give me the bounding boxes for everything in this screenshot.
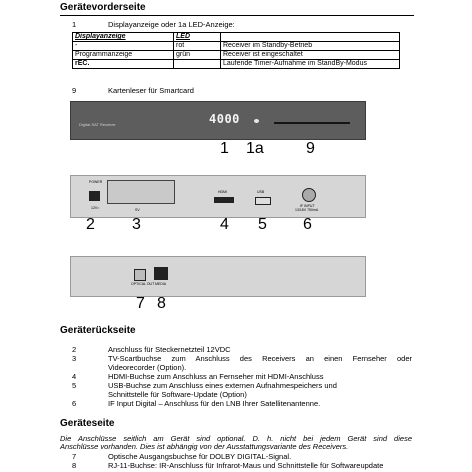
if-input-spec-label: 13/18V 750mA <box>295 208 319 212</box>
rear-item-5-num: 5 <box>72 381 77 390</box>
rear-item-3-text-cont: Videorecorder (Option). <box>108 363 187 372</box>
side-note-line-2: Anschlüsse vorhanden. Dies ist abhängig von der Ausstattungsvariante des Receivers. <box>60 442 349 451</box>
rear-item-6-text: IF Input Digital – Anschluss für den LNB Ihrer Satellitenantenne. <box>108 399 321 408</box>
rear-item-3-text: TV-Scartbuchse zum Anschluss des Receivers an einen Fernseher oder <box>108 354 412 363</box>
power-voltage-label: 12V= <box>91 206 100 210</box>
rear-item-4-text: HDMI-Buchse zum Anschluss an Fernseher mit HDMI-Anschluss <box>108 372 324 381</box>
power-label: POWER <box>89 180 103 184</box>
table-cell: grün <box>174 51 221 60</box>
led-indicator <box>254 119 259 123</box>
scart-label: SV <box>135 208 140 212</box>
side-item-7-num: 7 <box>72 452 77 461</box>
side-heading: Geräteseite <box>60 418 115 429</box>
callout-2: 2 <box>86 216 95 233</box>
callout-4: 4 <box>220 216 229 233</box>
rear-heading: Geräterückseite <box>60 325 136 336</box>
receiver-front-panel <box>70 101 366 140</box>
smartcard-slot <box>274 122 350 124</box>
table-row <box>73 51 400 60</box>
callout-6: 6 <box>303 216 312 233</box>
if-input-connector <box>302 188 316 202</box>
table-header-display: Displayanzeige <box>73 33 174 42</box>
rear-item-5-text-cont: Schnittstelle für Software-Update (Option) <box>108 390 247 399</box>
table-cell: Receiver ist eingeschaltet <box>221 51 400 60</box>
hdmi-port <box>214 197 234 203</box>
rear-item-4-num: 4 <box>72 372 77 381</box>
rear-item-2-text: Anschluss für Steckernetzteil 12VDC <box>108 345 231 354</box>
rear-item-3-num: 3 <box>72 354 77 363</box>
item-9-text: Kartenleser für Smartcard <box>108 86 194 95</box>
front-heading: Gerätevorderseite <box>60 2 146 13</box>
callout-9: 9 <box>306 140 315 157</box>
display-readout: 4000 <box>209 112 240 126</box>
table-cell <box>174 60 221 69</box>
power-jack <box>89 191 100 201</box>
receiver-side-panel <box>70 256 366 297</box>
usb-label: USB <box>257 190 265 194</box>
receiver-rear-panel <box>70 175 366 218</box>
callout-7: 7 <box>136 295 145 312</box>
item-1-num: 1 <box>72 20 77 29</box>
heading-rule <box>60 15 414 16</box>
optical-label: OPTICAL OUT <box>131 282 155 286</box>
media-label: MEDIA <box>155 282 167 286</box>
side-item-8-num: 8 <box>72 461 77 470</box>
callout-3: 3 <box>132 216 141 233</box>
item-9-num: 9 <box>72 86 77 95</box>
table-cell: - <box>73 42 174 51</box>
rear-item-6-num: 6 <box>72 399 77 408</box>
side-item-7-text: Optische Ausgangsbuchse für DOLBY DIGITAL-Signal. <box>108 452 292 461</box>
table-cell: Laufende Timer-Aufnahme im StandBy-Modus <box>221 60 400 69</box>
item-1-text: Displayanzeige oder 1a LED-Anzeige: <box>108 20 235 29</box>
table-cell: rot <box>174 42 221 51</box>
table-row <box>73 60 400 69</box>
table-header-desc <box>221 33 400 42</box>
rear-item-2-num: 2 <box>72 345 77 354</box>
hdmi-label: HDMI <box>218 190 227 194</box>
callout-8: 8 <box>157 295 166 312</box>
rear-item-5-text: USB-Buchse zum Anschluss eines externen Aufnahmespeichers und <box>108 381 337 390</box>
side-item-8-text: RJ-11-Buchse: IR-Anschluss für Infrarot-Maus und Schnittstelle für Softwareupdate <box>108 461 384 470</box>
table-cell: Programmanzeige <box>73 51 174 60</box>
callout-1: 1 <box>220 140 229 157</box>
usb-port <box>255 197 271 205</box>
brand-label: Digital-SAT Receiver <box>79 122 116 127</box>
callout-5: 5 <box>258 216 267 233</box>
scart-socket <box>107 180 175 204</box>
display-led-table <box>72 32 400 69</box>
table-row <box>73 42 400 51</box>
if-input-label: IF INPUT <box>300 204 315 208</box>
table-header-led: LED <box>174 33 221 42</box>
table-cell: Receiver im Standby-Betrieb <box>221 42 400 51</box>
table-header-row <box>73 33 400 42</box>
callout-1a: 1a <box>246 140 264 157</box>
optical-port <box>134 269 146 281</box>
rj11-port <box>154 267 168 280</box>
side-note-line-1: Die Anschlüsse seitlich am Gerät sind optional. D. h. nicht bei jedem Gerät sind diese <box>60 434 412 443</box>
table-cell: rEC. <box>73 60 174 69</box>
